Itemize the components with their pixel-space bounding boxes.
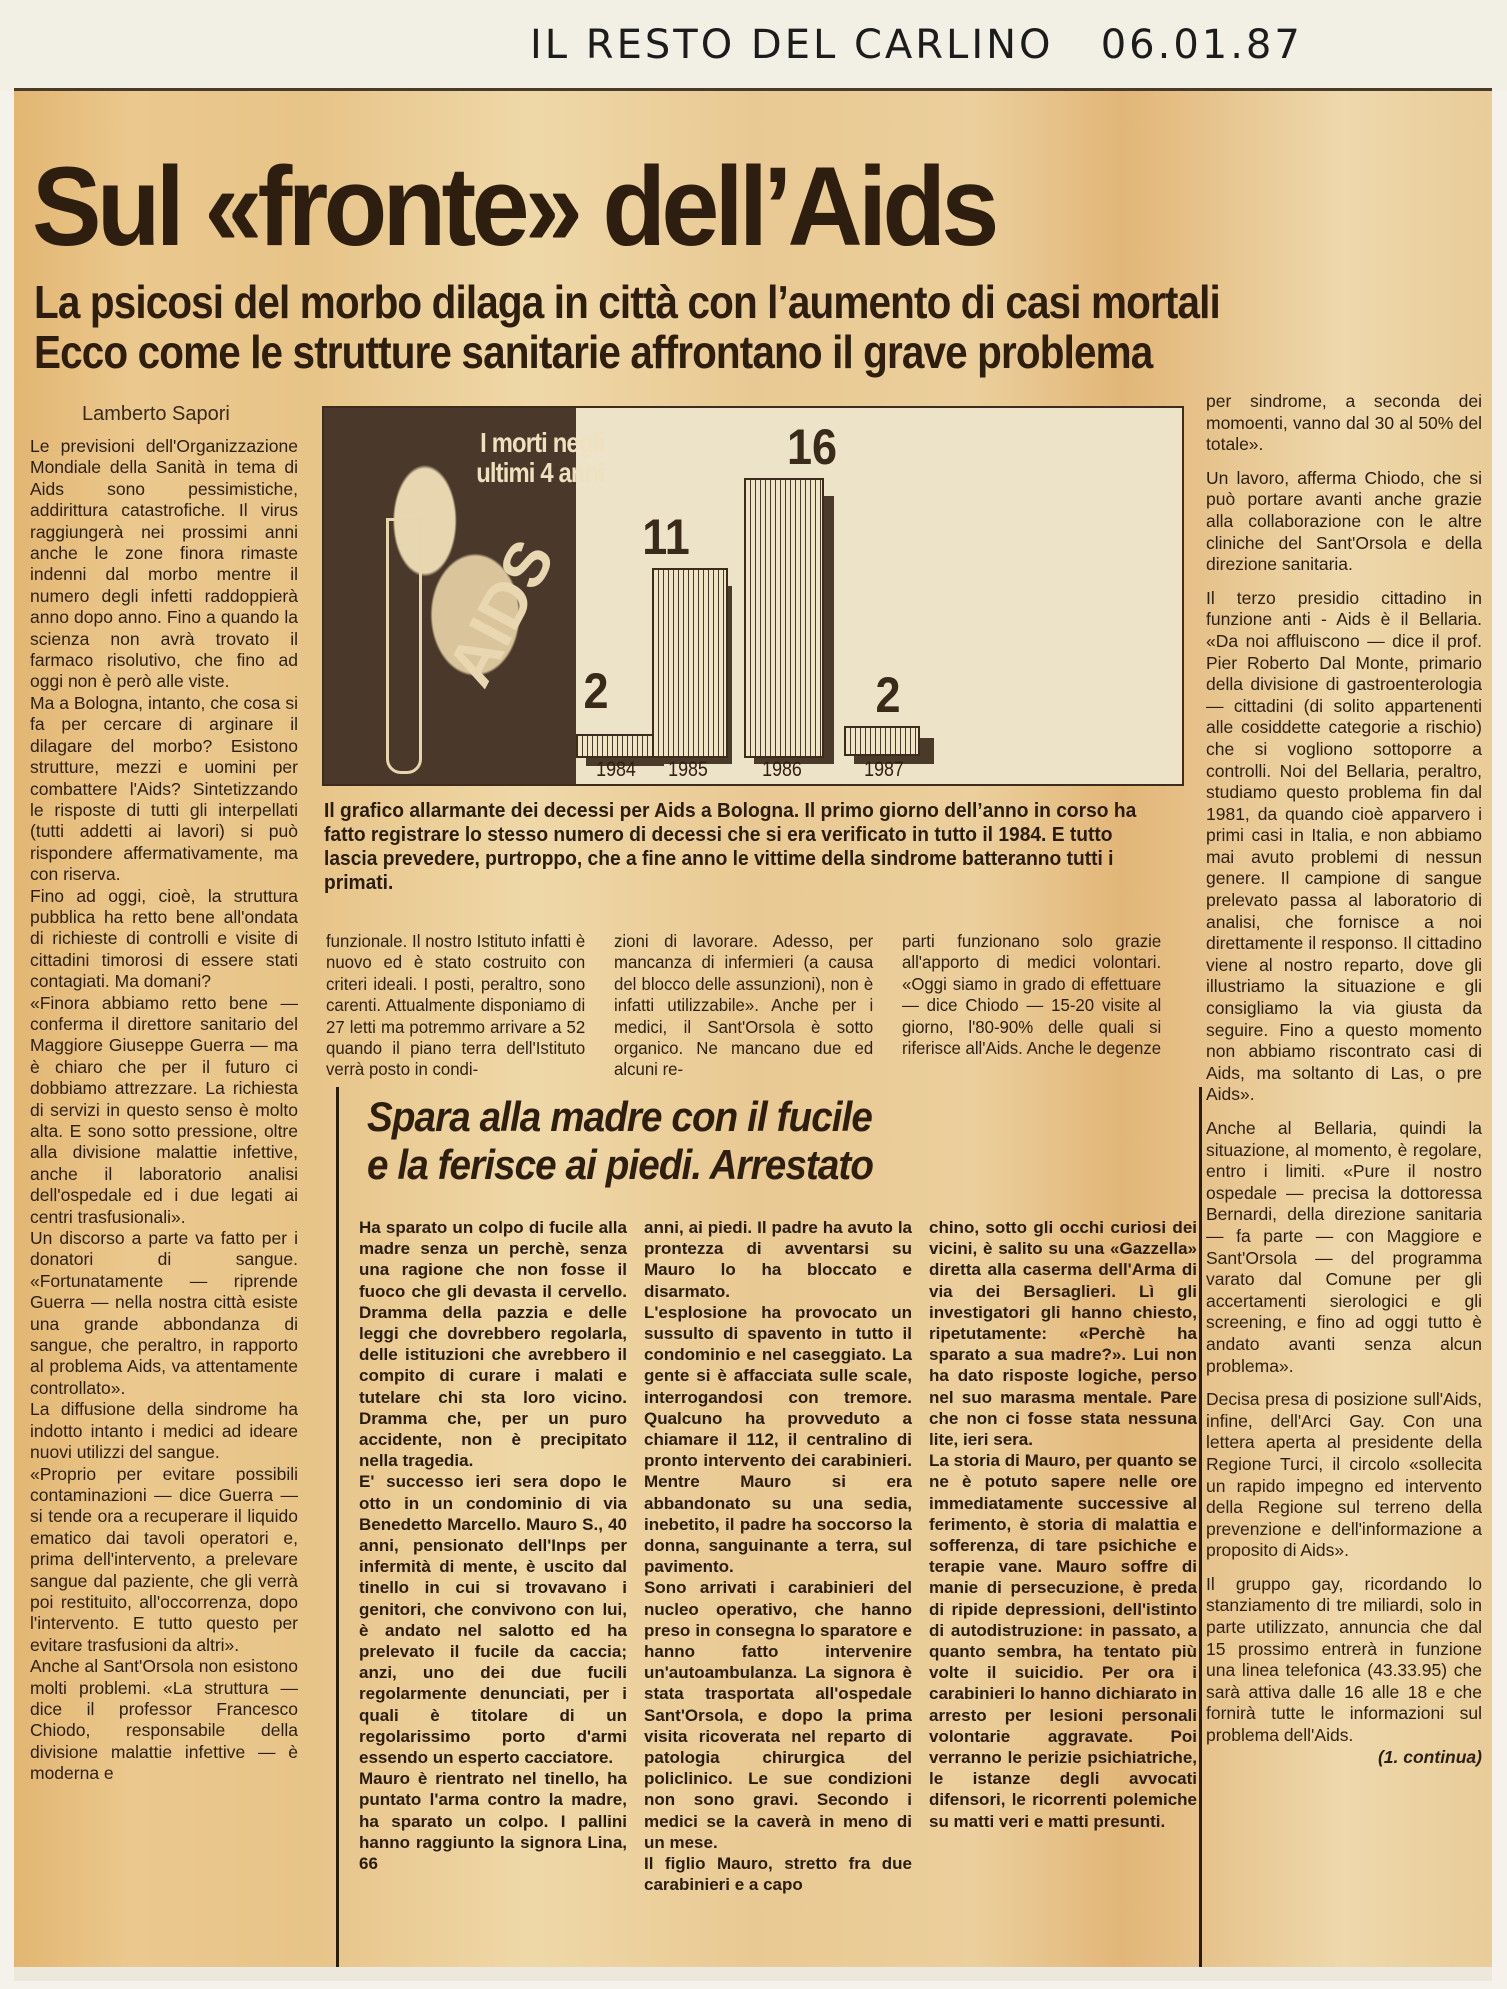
paragraph: Un lavoro, afferma Chiodo, che si può portare avanti anche grazie alla collaborazione con le altre cliniche del Sant'Orsola e della direzione sanitaria. — [1206, 467, 1482, 575]
article-column-5 — [1206, 391, 1482, 1768]
deaths-bar-chart — [322, 406, 1184, 786]
bar-1986 — [744, 478, 824, 758]
handwritten-annotation — [0, 0, 1507, 90]
paragraph: chino, sotto gli occhi curiosi dei vicini, è salito su una «Gazzella» diretta alla caserma dell'Arma di via dei Bersaglieri. Lì gli investigatori gli hanno chiesto, ripetutamente: «Perchè ha sparato a sua madre?». Lui non ha dato risposte logiche, perso nel suo marasma mentale. Pare che non ci fosse stata nessuna lite, ieri sera. — [929, 1218, 1197, 1450]
bar-value-1986: 16 — [786, 419, 838, 475]
subheadline-2: Ecco come le strutture sanitarie affrontano il grave problema — [34, 326, 1153, 378]
paragraph: Ha sparato un colpo di fucile alla madre senza un perchè, senza una ragione che non fosse il fuoco che gli devasta il cervello. Dramma della pazzia e delle leggi che dovrebbero regolarla, delle istituzioni che avrebbero il compito di curare i malati e tutelare chi sta loro vicino. Dramma che, per un puro accidente, non è precipitato nella tragedia. — [359, 1218, 627, 1471]
bar-value-1987: 2 — [875, 667, 901, 723]
chart-title: I morti negli ultimi 4 anni — [476, 427, 604, 488]
bar-1987 — [844, 726, 920, 756]
sidebar-story-column-3 — [929, 1217, 1197, 1832]
paragraph: per sindrome, a seconda dei momoenti, vanno dal 30 al 50% del totale». — [1206, 391, 1482, 455]
article-column-1 — [30, 436, 298, 1785]
paragraph: L'esplosione ha provocato un sussulto di spavento in tutto il condominio e nel caseggiato. La gente si è affacciata sulle scale, interrogandosi con tremore. Qualcuno ha provveduto a chiamare il 112, il centralino di pronto intervento dei carabinieri. Mentre Mauro si era abbandonato su una sedia, inebetito, il padre ha soccorso la donna, sanguinante a terra, sul pavimento. — [644, 1302, 912, 1577]
handwritten-source-date: IL RESTO DEL CARLINO 06.01.87 — [530, 22, 1303, 68]
paragraph: Anche al Sant'Orsola non esistono molti problemi. «La struttura — dice il professor Francesco Chiodo, responsabile della divisione malattie infettive — è moderna e — [30, 1656, 298, 1784]
paragraph: anni, ai piedi. Il padre ha avuto la prontezza di avventarsi su Mauro lo ha bloccato e disarmato. — [644, 1218, 912, 1301]
year-label-1985: 1985 — [668, 758, 708, 781]
paragraph: E' successo ieri sera dopo le otto in un condominio di via Benedetto Marcello. Mauro S., 40 anni, pensionato dell'Inps per infermità di mente, è uscito dal tinello in cui si trovavano i genitori, che convivono con lui, è andato nel salotto ed ha prelevato il fucile da caccia; anzi, uno dei due fucili regolarmente denunciati, per i quali è titolare di un regolarissimo porto d'armi essendo un esperto cacciatore. — [359, 1472, 627, 1768]
paragraph: Le previsioni dell'Organizzazione Mondiale della Sanità in tema di Aids sono pessimistiche, addirittura catastrofiche. Il virus raggiungerà nei prossimi anni anche le zone finora rimaste indenni dal morbo mentre il numero degli infetti raddoppierà anno dopo anno. Fino a quando la scienza non avrà trovato il farmaco risolutivo, che fino ad oggi non è però alle viste. — [30, 436, 298, 692]
year-label-1984: 1984 — [596, 758, 636, 781]
paragraph: «Proprio per evitare possibili contaminazioni — dice Guerra — si tende ora a recuperare il liquido ematico dai tavoli operatori e, prima dell'intervento, a prelevare sangue dal paziente, che gli verrà poi restituito, all'occorrenza, dopo l'intervento. E tutto questo per evitare trasfusioni da altri». — [30, 1463, 298, 1655]
test-tube-icon — [386, 518, 422, 774]
paragraph: Fino ad oggi, cioè, la struttura pubblica ha retto bene all'ondata di richieste di controlli e visite di cittadini timorosi di essere stati contagiati. Ma domani? — [30, 885, 298, 992]
paragraph: La storia di Mauro, per quanto se ne è potuto sapere nelle ore immediatamente successive al ferimento, è storia di malattia e sofferenza, di tare psichiche e terapie vane. Mauro soffre di manie di persecuzione, è preda di ripide depressioni, dell'istinto di autodistruzione: in passato, a quanto sembra, ha tentato più volte il suicidio. Per ora i carabinieri lo hanno dichiarato in arresto per lesioni personali volontarie aggravate. Poi verranno le perizie psichiatriche, le istanze degli avvocati difensori, le ricorrenti polemiche su matti veri e matti presunti. — [929, 1451, 1197, 1831]
article-column-2: funzionale. Il nostro Istituto infatti è nuovo ed è stato costruito con criteri ideali. I posti, peraltro, sono carenti. Attualmente disponiamo di 27 letti ma potremmo arrivare a 52 quando il piano terra dell'Istituto verrà posto in condi- — [326, 931, 586, 1080]
paragraph: Un discorso a parte va fatto per i donatori di sangue. «Fortunatamente — riprende Guerra — nella nostra città esiste una grande abbondanza di sangue, che peraltro, in rapporto al problema Aids, va attentamente controllato». — [30, 1228, 298, 1398]
paragraph: Anche al Bellaria, quindi la situazione, al momento, è regolare, entro i limiti. «Pure il nostro ospedale — precisa la dottoressa Bernardi, della direzione sanitaria — fa parte — con Maggiore e Sant'Orsola — del programma varato dal Comune per gli accertamenti sierologici e gli screening, e fino ad oggi tutto è andato avanti senza alcun problema». — [1206, 1118, 1482, 1376]
byline: Lamberto Sapori — [82, 403, 230, 425]
paragraph: Mauro è rientrato nel tinello, ha puntato l'arma contro la madre, ha sparato un colpo. I pallini hanno raggiunto la signora Lina, 66 — [359, 1769, 627, 1874]
paragraph: Il gruppo gay, ricordando lo stanziamento di tre miliardi, solo in parte utilizzato, annuncia che dal 15 prossimo entrerà in funzione una linea telefonica (43.33.95) che sarà attiva dalle 16 alle 18 e che fornirà tutte le informazioni sul problema dell'Aids. — [1206, 1573, 1482, 1746]
sidebar-story-headline: Spara alla madre con il fucile e la ferisce ai piedi. Arrestato — [367, 1093, 874, 1188]
year-label-1986: 1986 — [762, 758, 802, 781]
article-column-3: zioni di lavorare. Adesso, per mancanza di infermieri (a causa del blocco delle assunzioni), non è infatti utilizzabile». Anche per i medici, il Sant'Orsola è sotto organico. Ne mancano due ed alcuni re- — [614, 931, 874, 1080]
bar-value-1985: 11 — [642, 509, 690, 565]
bar-value-1984: 2 — [583, 663, 609, 719]
sidebar-story-box — [336, 1087, 1202, 1972]
chart-caption: Il grafico allarmante dei decessi per Aids a Bologna. Il primo giorno dell’anno in corso ha fatto registrare lo stesso numero di decessi che si era verificato in tutto il 1984. E tutto lascia prevedere, purtroppo, che a fine anno le vittime della sindrome batteranno tutti i primati. — [324, 800, 1137, 894]
paragraph: La diffusione della sindrome ha indotto intanto i medici ad ideare nuovi utilizzi del sangue. — [30, 1399, 298, 1463]
headline: Sul «fronte» dell’Aids — [32, 144, 995, 269]
newspaper-clipping — [14, 88, 1492, 1981]
paragraph: Sono arrivati i carabinieri del nucleo operativo, che hanno preso in consegna lo sparatore e hanno fatto intervenire un'autoambulanza. La signora è stata trasportata all'ospedale Sant'Orsola, e dopo la prima visita ricoverata nel reparto di patologia chirurgica del policlinico. Le sue condizioni non sono gravi. Secondo i medici se la caverà in meno di un mese. — [644, 1578, 912, 1852]
aids-graphic-label: AIDS — [432, 528, 569, 698]
subheadline-1: La psicosi del morbo dilaga in città con l’aumento di casi mortali — [34, 276, 1220, 328]
sidebar-story-column-1 — [359, 1217, 627, 1874]
paragraph: «Finora abbiamo retto bene — conferma il direttore sanitario del Maggiore Giuseppe Guerra — ma è chiaro che per il futuro ci dobbiamo attrezzare. La richiesta di servizi in questo senso è molto alta. E sono sotto pressione, oltre alla divisione malattie infettive, anche il laboratorio analisi dell'ospedale ed i due legati ai centri trasfusionali». — [30, 992, 298, 1227]
bar-1984 — [576, 734, 656, 758]
paragraph: Il figlio Mauro, stretto fra due carabinieri e a capo — [644, 1854, 912, 1895]
paragraph: Ma a Bologna, intanto, che cosa si fa per cercare di arginare il dilagare del morbo? Esistono strutture, mezzi e uomini per combattere l'Aids? Sintetizzando le risposte di tutti gli interpellati (tutti addetti ai lavori) si può rispondere affermativamente, ma con riserva. — [30, 692, 298, 885]
paragraph: Il terzo presidio cittadino in funzione anti - Aids è il Bellaria. «Da noi affluiscono — dice il prof. Pier Roberto Dal Monte, primario della divisione di gastroenterologia — cittadini (di solito appartenenti alle cosiddette categorie a rischio) che si vogliono sottoporre a controlli. Noi del Bellaria, peraltro, studiamo questo problema fin dal 1981, da quando cioè apparvero i primi casi in Italia, e non abbiamo mai avuto problemi di nessun genere. Il campione di sangue prelevato passa al laboratorio di analisi, che fornisce a noi direttamente il responso. Il cittadino viene al nostro reparto, dove gli illustriamo la situazione e gli consigliamo la via giusta da seguire. Fino a questo momento non abbiamo riscontrato casi di Aids, ma soltanto di Las, o pre Aids». — [1206, 587, 1482, 1105]
paragraph: Decisa presa di posizione sull'Aids, infine, dell'Arci Gay. Con una lettera aperta al presidente della Regione Turci, il circolo «sollecita un rapido impegno ed intervento della Regione sul terreno della prevenzione e dell'informazione a proposito di Aids». — [1206, 1389, 1482, 1561]
article-column-4: parti funzionano solo grazie all'apporto di medici volontari. «Oggi siamo in grado di effettuare — dice Chiodo — 15-20 visite al giorno, l'80-90% delle quali si riferisce all'Aids. Anche le degenze — [902, 931, 1162, 1059]
bar-1985 — [652, 568, 728, 758]
continuation-note: (1. continua) — [1377, 1746, 1482, 1767]
sidebar-story-column-2 — [644, 1217, 912, 1896]
year-label-1987: 1987 — [864, 758, 904, 781]
